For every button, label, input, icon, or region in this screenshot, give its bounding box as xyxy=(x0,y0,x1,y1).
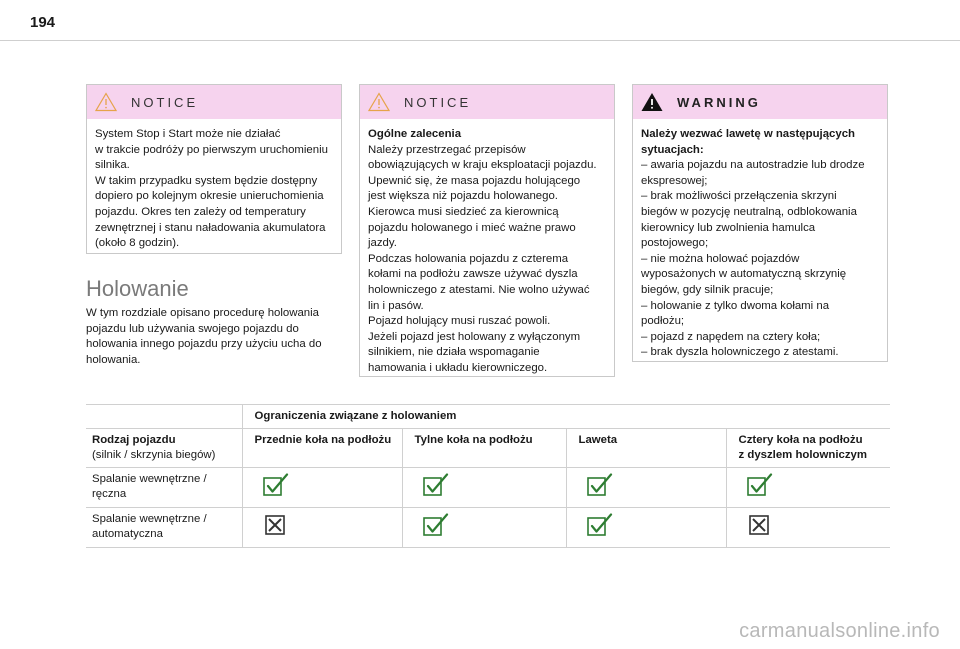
section-intro xyxy=(86,306,346,368)
checkmark-box-icon xyxy=(263,473,289,502)
row-label-line: Spalanie wewnętrzne / xyxy=(92,513,207,525)
warning-header xyxy=(633,85,887,119)
column-header-flatbed: Laweta xyxy=(566,429,726,468)
row-label xyxy=(86,508,242,548)
notice-header xyxy=(360,85,614,119)
row-label-line: ręczna xyxy=(92,488,127,500)
row-label xyxy=(86,468,242,508)
text-line: w trakcie podróży po pierwszym uruchomieniu xyxy=(95,143,328,156)
watermark-text: carmanualsonline.info xyxy=(739,620,940,642)
warning-heading: sytuacjach: xyxy=(641,143,704,156)
warning-triangle-outline-icon xyxy=(368,92,390,112)
text-line: pojazdu. Okres ten zależy od temperatury xyxy=(95,205,306,218)
text-line: (około 8 godzin). xyxy=(95,237,180,250)
text-line: wyposażonych w automatyczną skrzynię xyxy=(641,268,847,281)
mark-cell xyxy=(402,508,566,548)
page-number: 194 xyxy=(30,14,56,31)
text-line: – awaria pojazdu na autostradzie lub drodze xyxy=(641,159,865,172)
warning-triangle-filled-icon xyxy=(641,92,663,112)
text-line: pojazdu lub używania swojego pojazdu do xyxy=(86,322,299,335)
column-header-rear-wheels: Tylne koła na podłożu xyxy=(402,429,566,468)
text-line: W takim przypadku system będzie dostępny xyxy=(95,174,318,187)
column-header-line: z dyszlem holowniczym xyxy=(738,449,867,461)
row-header-title: Rodzaj pojazdu xyxy=(92,434,176,446)
cross-box-icon xyxy=(747,513,771,542)
text-line: ekspresowej; xyxy=(641,174,708,187)
towing-restrictions-table xyxy=(86,404,890,548)
notice-heading: Ogólne zalecenia xyxy=(368,128,462,140)
text-line: silnikiem, nie działa wspomaganie xyxy=(368,346,540,359)
table-column-header-row xyxy=(86,429,890,468)
text-line: – brak dyszla holowniczego z atestami. xyxy=(641,346,839,359)
text-line: dopiero po kolejnym okresie unieruchomienia xyxy=(95,190,324,203)
text-line: biegów, gdy silnik pracuje; xyxy=(641,283,774,296)
notice-box-stop-start xyxy=(86,84,342,254)
top-divider xyxy=(0,40,960,41)
mark-cell xyxy=(242,508,402,548)
text-line: podłożu; xyxy=(641,315,685,328)
text-line: holowania innego pojazdu przy użyciu ucha do xyxy=(86,338,322,351)
warning-triangle-outline-icon xyxy=(95,92,117,112)
notice-label: NOTICE xyxy=(404,94,472,110)
mark-cell xyxy=(242,468,402,508)
text-line: jest większa niż pojazdu holowanego. xyxy=(368,190,558,203)
text-line: obowiązujących w kraju eksploatacji pojazdu. xyxy=(368,159,597,172)
text-line: kołami na podłożu zawsze używać dyszla xyxy=(368,268,578,281)
text-line: – brak możliwości przełączenia skrzyni xyxy=(641,190,837,203)
text-line: – nie można holować pojazdów xyxy=(641,252,800,265)
text-line: Jeżeli pojazd jest holowany z wyłączonym xyxy=(368,330,581,343)
mark-cell xyxy=(726,468,890,508)
mark-cell xyxy=(566,468,726,508)
warning-box xyxy=(632,84,888,362)
text-line: kierownicy lub zwolnienia hamulca xyxy=(641,221,816,234)
row-header-subtitle: (silnik / skrzynia biegów) xyxy=(92,449,216,461)
text-line: – pojazd z napędem na cztery koła; xyxy=(641,330,821,343)
notice-body xyxy=(87,119,341,260)
table-group-header-row xyxy=(86,405,890,429)
checkmark-box-icon xyxy=(423,473,449,502)
notice-label: NOTICE xyxy=(131,94,199,110)
text-line: pojazdu holowanego i mieć ważne prawo xyxy=(368,221,576,234)
text-line: biegów w pozycję neutralną, odblokowania xyxy=(641,205,857,218)
text-line: Pojazd holujący musi ruszać powoli. xyxy=(368,315,551,328)
table-corner-cell xyxy=(86,405,242,429)
column-header-front-wheels: Przednie koła na podłożu xyxy=(242,429,402,468)
text-line: lin i pasów. xyxy=(368,299,424,312)
text-line: silnika. xyxy=(95,159,130,172)
table-row-header xyxy=(86,429,242,468)
text-line: jazdy. xyxy=(368,237,397,250)
column-header-line: Cztery koła na podłożu xyxy=(738,434,863,446)
mark-cell xyxy=(566,508,726,548)
text-line: holowniczego z atestami. Nie wolno używać xyxy=(368,283,590,296)
mark-cell xyxy=(402,468,566,508)
text-line: System Stop i Start może nie działać xyxy=(95,128,281,140)
text-line: – holowanie z tylko dwoma kołami na xyxy=(641,299,830,312)
table-row xyxy=(86,508,890,548)
text-line: hamowania i układu kierowniczego. xyxy=(368,361,548,374)
text-line: zewnętrznej i stanu naładowania akumulatora xyxy=(95,221,326,234)
table-row xyxy=(86,468,890,508)
warning-body xyxy=(633,119,887,369)
text-line: postojowego; xyxy=(641,237,709,250)
warning-heading: Należy wezwać lawetę w następujących xyxy=(641,128,855,140)
text-line: Upewnić się, że masa pojazdu holującego xyxy=(368,174,581,187)
row-label-line: Spalanie wewnętrzne / xyxy=(92,473,207,485)
warning-label: WARNING xyxy=(677,94,761,110)
checkmark-box-icon xyxy=(747,473,773,502)
mark-cell xyxy=(726,508,890,548)
notice-body xyxy=(360,119,614,385)
column-header-four-wheels xyxy=(726,429,890,468)
text-line: Należy przestrzegać przepisów xyxy=(368,143,526,156)
checkmark-box-icon xyxy=(587,513,613,542)
text-line: Podczas holowania pojazdu z czterema xyxy=(368,252,569,265)
notice-box-general xyxy=(359,84,615,377)
row-label-line: automatyczna xyxy=(92,528,163,540)
section-title: Holowanie xyxy=(86,276,189,301)
checkmark-box-icon xyxy=(587,473,613,502)
checkmark-box-icon xyxy=(423,513,449,542)
table-group-header: Ograniczenia związane z holowaniem xyxy=(242,405,890,429)
text-line: Kierowca musi siedzieć za kierownicą xyxy=(368,205,559,218)
notice-header xyxy=(87,85,341,119)
text-line: W tym rozdziale opisano procedurę holowania xyxy=(86,307,319,319)
cross-box-icon xyxy=(263,513,287,542)
text-line: holowania. xyxy=(86,353,141,366)
